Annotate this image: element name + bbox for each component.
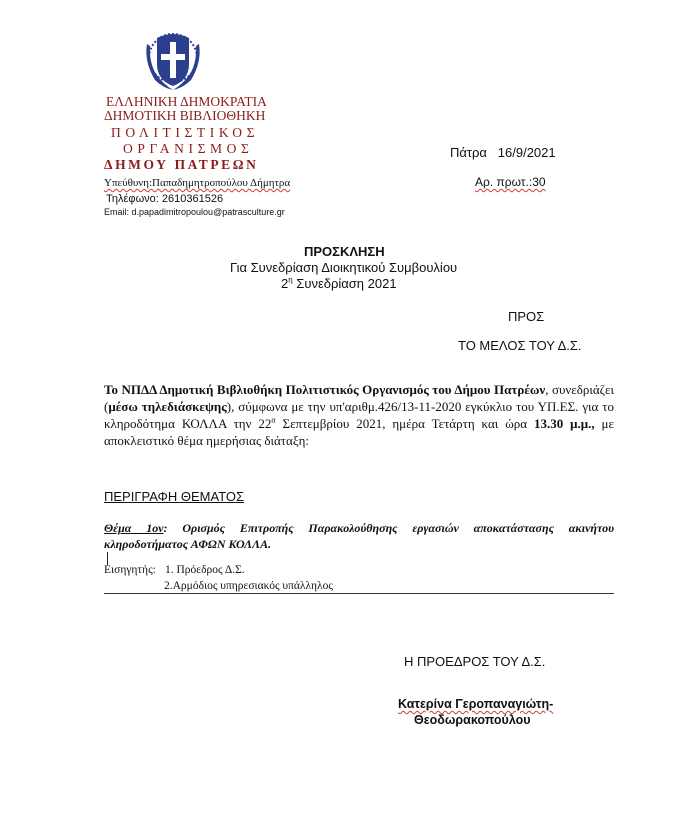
- rapporteur-label: Εισηγητής:: [104, 564, 156, 576]
- body-paragraph: Το ΝΠΔΔ Δημοτική Βιβλιοθήκη Πολιτιστικός Οργανισμός του Δήμου Πατρέων, συνεδριάζει (μέσω τηλεδιάσκεψης), σύμφωνα με την υπ'αριθμ.426/13-11-2020 εγκύκλιο του ΥΠ.ΕΣ. για το κληροδότημα ΚΟΛΛΑ την $22^\alpha$ Σεπτεμβρίου 2021, ημέρα Τετάρτη και ώρα 13.30 μ.μ., με αποκλειστικό θέμα ημερήσιας διάταξη:: [104, 382, 615, 448]
- org-name-line5: ΔΗΜΟΥ ΠΑΤΡΕΩΝ: [104, 157, 259, 172]
- subject-text: Θέμα 1ον: Ορισμός Επιτροπής Παρακολούθησης εργασιών αποκατάστασης ακινήτου κληροδοτήματος ΑΦΩΝ ΚΟΛΛΑ.: [104, 521, 615, 551]
- invitation-title: ΠΡΟΣΚΛΗΣΗ: [304, 244, 385, 259]
- protocol-number: Αρ. πρωτ.:30: [475, 175, 546, 189]
- email: Email: d.papadimitropoulou@patrasculture.gr: [104, 207, 285, 217]
- org-name-line1: ΕΛΛΗΝΙΚΗ ΔΗΜΟΚΡΑΤΙΑ: [106, 94, 267, 109]
- invitation-subtitle: Για Συνεδρίαση Διοικητικού Συμβουλίου: [230, 260, 458, 275]
- org-name-line4: ΟΡΓΑΝΙΣΜΟΣ: [123, 141, 254, 156]
- org-name-line2: ΔΗΜΟΤΙΚΗ ΒΙΒΛΙΟΘΗΚΗ: [104, 108, 266, 123]
- recipient-member: ΤΟ ΜΕΛΟΣ ΤΟΥ Δ.Σ.: [458, 338, 582, 353]
- rapporteur-1: 1. Πρόεδρος Δ.Σ.: [165, 564, 245, 576]
- signature-name-line2: Θεοδωρακοπούλου: [414, 713, 531, 727]
- signature-name-line1: Κατερίνα Γεροπαναγιώτη-: [398, 697, 554, 711]
- greek-emblem: [141, 24, 205, 96]
- phone: Τηλέφωνο: 2610361526: [106, 193, 224, 205]
- divider-line: [104, 593, 614, 594]
- rapporteur-2: 2.Αρμόδιος υπηρεσιακός υπάλληλος: [164, 580, 333, 592]
- subject-heading: ΠΕΡΙΓΡΑΦΗ ΘΕΜΑΤΟΣ: [104, 489, 245, 504]
- signature-role: Η ΠΡΟΕΔΡΟΣ ΤΟΥ Δ.Σ.: [404, 654, 546, 669]
- org-name-line3: ΠΟΛΙΤΙΣΤΙΚΟΣ: [111, 125, 260, 140]
- place-date: Πάτρα 16/9/2021: [450, 145, 556, 160]
- recipient-pros: ΠΡΟΣ: [508, 309, 545, 324]
- session-number: $2^\eta$ Συνεδρίαση 2021: [281, 275, 397, 291]
- responsible-person: Υπεύθυνη:Παπαδημητροπούλου Δήμητρα: [104, 177, 291, 189]
